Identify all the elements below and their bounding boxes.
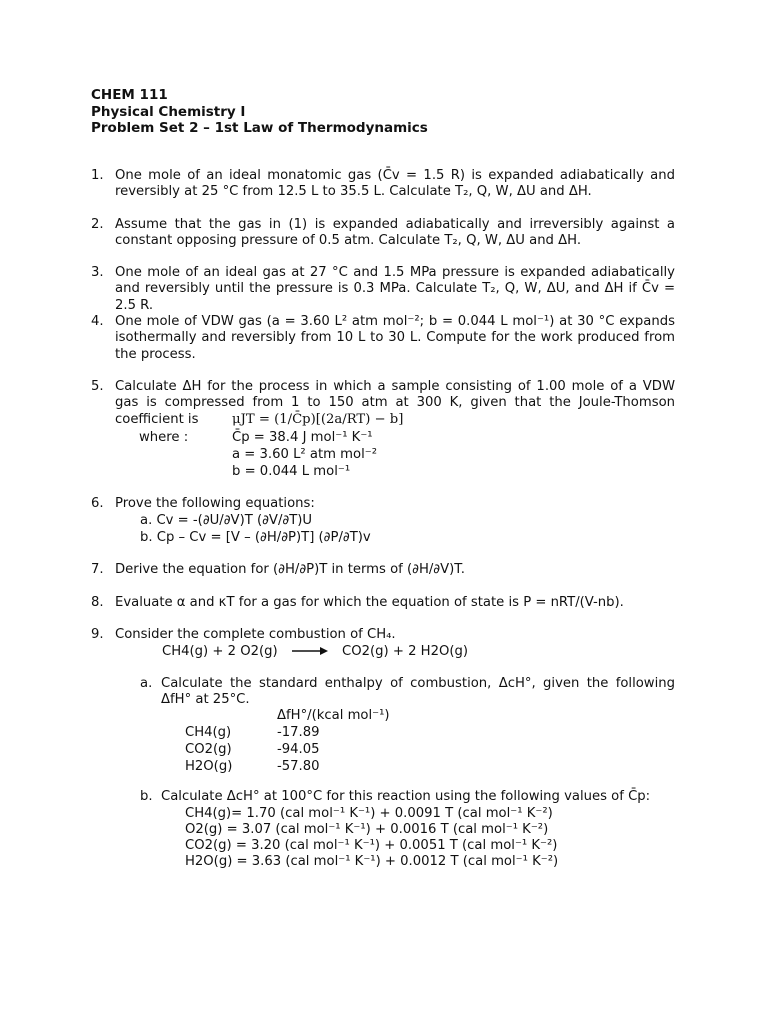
problem-text: Prove the following equations: — [115, 496, 315, 511]
part-a-label: a. — [140, 676, 153, 691]
problem-9 — [91, 627, 675, 643]
problem-number: 3. — [91, 265, 104, 280]
list-item: H2O(g) = 3.63 (cal mol⁻¹ K⁻¹) + 0.0012 T (cal mol⁻¹ K⁻²) — [185, 854, 559, 869]
joule-thomson-formula: μJT = (1/C̄p)[(2a/RT) − b] — [232, 412, 404, 427]
a-constant: a = 3.60 L² atm mol⁻² — [232, 447, 378, 462]
problem-set-title: Problem Set 2 – 1st Law of Thermodynamics — [91, 120, 428, 136]
part-b-text: Calculate ΔcH° at 100°C for this reaction using the following values of C̄p: — [161, 789, 651, 804]
problem-number: 1. — [91, 168, 104, 183]
problem-3 — [91, 265, 675, 314]
problem-6 — [91, 496, 675, 512]
problem-text: One mole of VDW gas (a = 3.60 L² atm mol⁻²; b = 0.044 L mol⁻¹) at 30 °C expands isothermally and reversibly from 10 L to 30 L. Compute for the work produced from the process. — [115, 314, 675, 362]
part-a-text: Calculate the standard enthalpy of combustion, ΔcH°, given the following ΔfH° at 25°C. — [161, 676, 675, 708]
combustion-reaction — [162, 644, 468, 660]
part-a — [161, 676, 675, 709]
list-item: CH4(g)= 1.70 (cal mol⁻¹ K⁻¹) + 0.0091 T (cal mol⁻¹ K⁻²) — [185, 806, 553, 821]
reaction-products: CO2(g) + 2 H2O(g) — [342, 644, 469, 659]
course-title: Physical Chemistry I — [91, 103, 246, 120]
reaction-reactants: CH4(g) + 2 O2(g) — [162, 644, 278, 659]
table-row — [185, 741, 485, 758]
table-row — [185, 724, 485, 741]
enthalpy-table-header: ΔfH°/(kcal mol⁻¹) — [277, 708, 390, 723]
enthalpy-value: -57.80 — [277, 759, 320, 774]
heat-capacity-list — [185, 806, 558, 870]
species: H2O(g) — [185, 759, 233, 774]
problem-text: Derive the equation for (∂H/∂P)T in terms of (∂H/∂V)T. — [115, 562, 465, 577]
equation-b: b. Cp – Cv = [V – (∂H/∂P)T] (∂P/∂T)v — [140, 530, 371, 545]
problem-7 — [91, 562, 675, 578]
problem-2 — [91, 217, 675, 250]
course-code: CHEM 111 — [91, 87, 168, 103]
problem-number: 7. — [91, 562, 104, 577]
problem-number: 6. — [91, 496, 104, 511]
problem-text: One mole of an ideal monatomic gas (C̄v = 1.5 R) is expanded adiabatically and reversibly at 25 °C from 12.5 L to 35.5 L. Calculate T₂, Q, W, ΔU and ΔH. — [115, 168, 675, 200]
problem-number: 8. — [91, 595, 104, 610]
part-b-label: b. — [140, 789, 153, 804]
problem-4 — [91, 314, 675, 363]
problem-text: Evaluate α and κT for a gas for which the equation of state is P = nRT/(V-nb). — [115, 595, 624, 610]
document-header — [91, 87, 428, 137]
list-item: CO2(g) = 3.20 (cal mol⁻¹ K⁻¹) + 0.0051 T (cal mol⁻¹ K⁻²) — [185, 838, 558, 853]
reaction-arrow-icon — [292, 646, 328, 656]
problem-number: 5. — [91, 379, 104, 394]
problem-text: Assume that the gas in (1) is expanded adiabatically and irreversibly against a constant opposing pressure of 0.5 atm. Calculate T₂, Q, W, ΔU and ΔH. — [115, 217, 675, 249]
problem-number: 2. — [91, 217, 104, 232]
species: CH4(g) — [185, 725, 232, 740]
problem-8 — [91, 595, 675, 611]
table-row — [185, 758, 485, 775]
cp-value: C̄p = 38.4 J mol⁻¹ K⁻¹ — [232, 430, 373, 445]
problem-text: Calculate ΔH for the process in which a sample consisting of 1.00 mole of a VDW gas is compressed from 1 to 150 atm at 300 K, given that the Joule-Thomson coefficient is — [115, 379, 675, 427]
problem-number: 4. — [91, 314, 104, 329]
species: CO2(g) — [185, 742, 232, 757]
list-item: O2(g) = 3.07 (cal mol⁻¹ K⁻¹) + 0.0016 T (cal mol⁻¹ K⁻²) — [185, 822, 549, 837]
equation-a: a. Cv = -(∂U/∂V)T (∂V/∂T)U — [140, 513, 313, 528]
problem-1 — [91, 168, 675, 201]
b-constant: b = 0.044 L mol⁻¹ — [232, 464, 351, 479]
problem-text: One mole of an ideal gas at 27 °C and 1.5 MPa pressure is expanded adiabatically and reversibly until the pressure is 0.3 MPa. Calculate T₂, Q, W, ΔU, and ΔH if C̄v = 2.5 R. — [115, 265, 675, 313]
where-label: where : — [139, 430, 189, 445]
enthalpy-value: -94.05 — [277, 742, 320, 757]
enthalpy-table — [185, 724, 485, 775]
enthalpy-value: -17.89 — [277, 725, 320, 740]
problem-text: Consider the complete combustion of CH₄. — [115, 627, 396, 642]
problem-number: 9. — [91, 627, 104, 642]
